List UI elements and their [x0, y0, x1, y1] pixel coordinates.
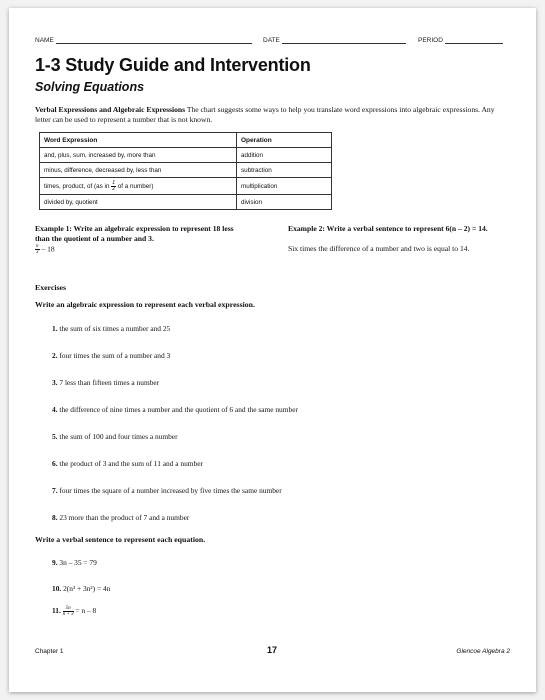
exercise-text: the product of 3 and the sum of 11 and a number	[57, 459, 203, 468]
page-subtitle: Solving Equations	[35, 80, 145, 94]
name-label: NAME	[35, 37, 54, 44]
table-cell	[40, 178, 237, 195]
exercise-item	[52, 558, 97, 567]
page-number: 17	[267, 645, 278, 655]
exercise-number: 4.	[52, 405, 58, 414]
exercise-number: 8.	[52, 513, 58, 522]
exercise-item	[52, 459, 203, 468]
period-blank	[445, 36, 503, 44]
fraction-denominator: 3	[36, 250, 39, 255]
table-cell: minus, difference, decreased by, less than	[40, 163, 237, 178]
table-header-word: Word Expression	[40, 133, 237, 148]
exercise-number: 11.	[52, 606, 61, 616]
date-label: DATE	[263, 37, 280, 44]
exercise-text: the sum of six times a number and 25	[57, 324, 171, 333]
exercise-text: four times the sum of a number and 3	[57, 351, 171, 360]
page-title: 1-3 Study Guide and Intervention	[35, 55, 311, 75]
table-header-operation: Operation	[237, 133, 332, 148]
exercise-text: the sum of 100 and four times a number	[57, 432, 178, 441]
footer-chapter: Chapter 1	[35, 648, 64, 655]
exercise-item	[52, 378, 159, 387]
example-1-answer-text: – 18	[39, 244, 55, 254]
instruction-algebraic: Write an algebraic expression to represent each verbal expression.	[35, 300, 255, 309]
example-2	[288, 224, 498, 253]
exercise-text: 7 less than fifteen times a number	[57, 378, 160, 387]
fraction-numerator: n	[36, 244, 39, 249]
table-row	[40, 148, 332, 163]
exercise-number: 6.	[52, 459, 58, 468]
instruction-verbal: Write a verbal sentence to represent each equation.	[35, 535, 206, 544]
period-label: PERIOD	[418, 37, 443, 44]
example-1-answer	[35, 244, 240, 255]
exercise-item	[52, 486, 282, 495]
footer-book: Glencoe Algebra 2	[456, 648, 510, 655]
word-expression-table	[39, 132, 332, 210]
exercises-heading: Exercises	[35, 283, 67, 292]
table-cell: addition	[237, 148, 332, 163]
exercise-text: = n – 8	[73, 606, 97, 616]
exercise-text: the difference of nine times a number and the quotient of 6 and the same number	[57, 405, 298, 414]
exercise-text: 23 more than the product of 7 and a number	[57, 513, 190, 522]
exercise-text: 2(n³ + 3n²) = 4n	[61, 584, 111, 593]
date-blank	[282, 36, 406, 44]
5n-fraction	[63, 606, 74, 617]
fraction-numerator: 5n	[63, 606, 74, 612]
period-field	[418, 36, 503, 44]
exercise-item	[52, 432, 178, 441]
exercise-number: 3.	[52, 378, 58, 387]
exercise-item	[52, 324, 170, 333]
exercise-text: four times the square of a number increased by five times the same number	[57, 486, 282, 495]
exercise-item	[52, 584, 110, 593]
exercise-number: 1.	[52, 324, 58, 333]
table-cell: subtraction	[237, 163, 332, 178]
table-header-row	[40, 133, 332, 148]
table-cell: divided by, quotient	[40, 195, 237, 210]
date-field	[263, 36, 406, 44]
table-row	[40, 195, 332, 210]
table-cell: and, plus, sum, increased by, more than	[40, 148, 237, 163]
fraction-denominator: 2	[112, 185, 115, 192]
exercise-item	[52, 606, 96, 617]
exercise-number: 2.	[52, 351, 58, 360]
name-field	[35, 36, 252, 44]
fraction-numerator: 1	[112, 179, 115, 186]
table-cell-text: of a number)	[115, 182, 154, 190]
fraction-denominator: n + 3	[62, 612, 74, 617]
exercise-item	[52, 405, 298, 414]
example-2-answer: Six times the difference of a number and two is equal to 14.	[288, 243, 470, 253]
table-cell: multiplication	[237, 178, 332, 195]
exercise-number: 9.	[52, 558, 58, 567]
table-row	[40, 163, 332, 178]
intro-heading: Verbal Expressions and Algebraic Expressions	[35, 105, 186, 114]
exercise-item	[52, 513, 189, 522]
exercise-item	[52, 351, 170, 360]
worksheet-page	[9, 8, 536, 692]
table-cell: division	[237, 195, 332, 210]
intro-paragraph	[35, 105, 505, 125]
example-1-prompt: Example 1: Write an algebraic expression to represent 18 less than the quotient of a number and 3.	[35, 224, 234, 243]
name-blank	[56, 36, 252, 44]
table-row	[40, 178, 332, 195]
table-cell-text: times, product, of (as in	[44, 182, 112, 190]
exercise-number: 7.	[52, 486, 58, 495]
exercise-text: 3n – 35 = 79	[57, 558, 97, 567]
exercise-number: 5.	[52, 432, 58, 441]
example-2-prompt: Example 2: Write a verbal sentence to represent 6(n – 2) = 14.	[288, 224, 488, 233]
exercise-number: 10.	[52, 584, 62, 593]
intro-text: The chart suggests some ways to help you translate word expressions into algebraic expressions. Any letter can be used to represent a number that is not known.	[35, 105, 495, 124]
example-1	[35, 224, 240, 255]
